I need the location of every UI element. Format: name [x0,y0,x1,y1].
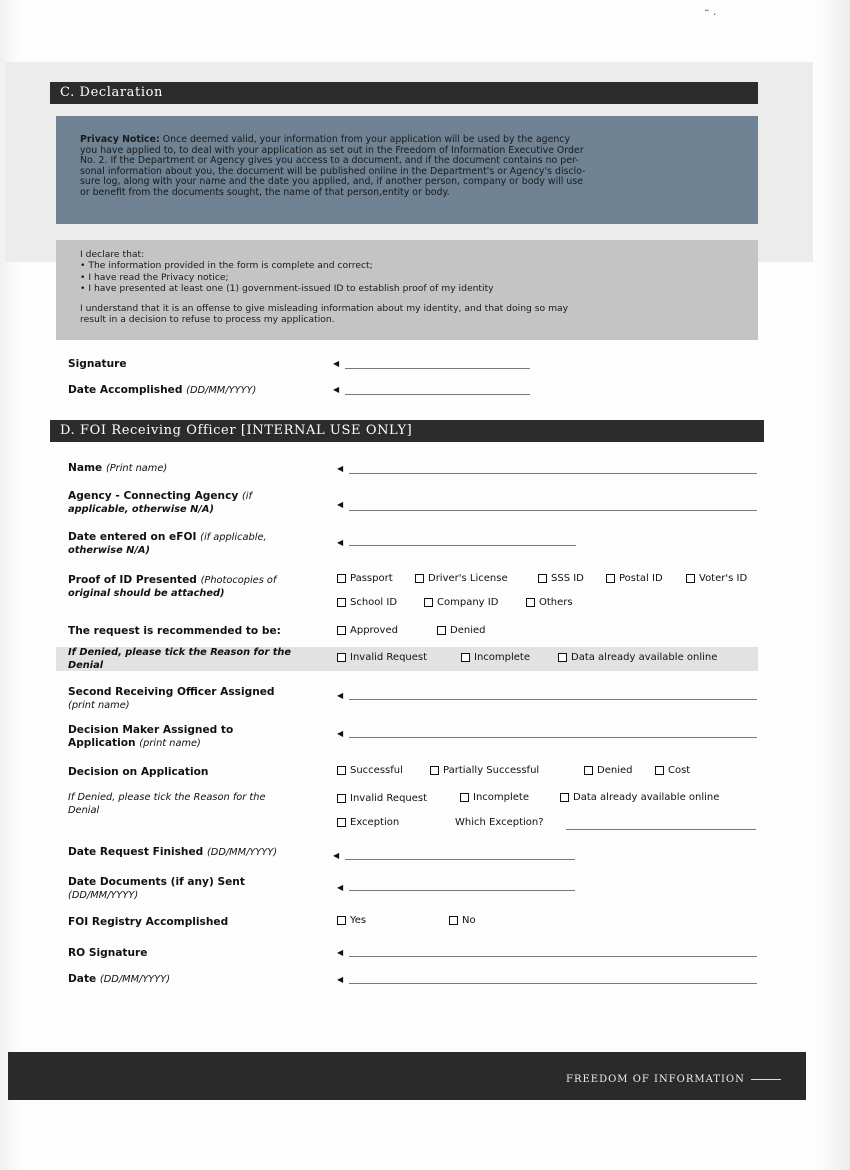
checkbox[interactable] [655,766,664,775]
checkbox[interactable] [526,598,535,607]
date-accomplished-label: Date Accomplished (DD/MM/YYYY) [68,384,257,396]
checkbox[interactable] [424,598,433,607]
option-successful[interactable]: Successful [337,765,403,776]
final-date-field[interactable] [349,983,757,984]
checkbox[interactable] [337,653,346,662]
section-c-header: C. Declaration [50,82,758,104]
privacy-line: or benefit from the documents sought, the name of that person,entity or body. [80,186,450,198]
second-officer-field[interactable] [349,699,757,700]
date-finished-field[interactable] [345,859,575,860]
privacy-notice [56,116,758,224]
option-exception[interactable]: Exception [337,817,399,828]
option-cost[interactable]: Cost [655,765,690,776]
option-invalid-request[interactable]: Invalid Request [337,652,427,663]
option-company-id[interactable]: Company ID [424,597,498,608]
declaration-box [56,240,758,340]
proof-id-label: Proof of ID Presented (Photocopies of original should be attached) [68,574,277,599]
decision-label: Decision on Application [68,766,209,778]
declare-item: • I have presented at least one (1) government-issued ID to establish proof of my identity [80,282,494,294]
checkbox[interactable] [337,916,346,925]
option-data-available[interactable]: Data already available online [558,652,717,663]
checkbox[interactable] [430,766,439,775]
section-d-header: D. FOI Receiving Officer [INTERNAL USE ONLY] [50,420,764,442]
arrow-icon: ◀ [337,948,344,957]
declare-item: • I have read the Privacy notice; [80,271,229,283]
option-denied[interactable]: Denied [437,625,485,636]
arrow-icon: ◀ [333,851,340,860]
privacy-line: No. 2. If the Department or Agency gives you access to a document, and if the document contains no per- [80,155,579,167]
option-partially-successful[interactable]: Partially Successful [430,765,539,776]
privacy-line: you have applied to, to deal with your application as set out in the Freedom of Information Executive Order [80,144,584,156]
docs-sent-label: Date Documents (if any) Sent (DD/MM/YYYY) [68,876,245,901]
privacy-heading: Privacy Notice: [80,134,160,145]
understand-line: I understand that it is an offense to give misleading information about my identity, and that doing so may [80,303,569,315]
option-no[interactable]: No [449,915,476,926]
arrow-icon: ◀ [337,729,344,738]
decision-maker-field[interactable] [349,737,757,738]
option-incomplete[interactable]: Incomplete [461,652,530,663]
efoi-label: Date entered on eFOI (if applicable, otherwise N/A) [68,531,267,556]
signature-field[interactable] [345,368,530,369]
arrow-icon: ◀ [337,538,344,547]
option-school-id[interactable]: School ID [337,597,397,608]
checkbox[interactable] [560,793,569,802]
checkbox[interactable] [606,574,615,583]
option-approved[interactable]: Approved [337,625,398,636]
checkbox[interactable] [337,598,346,607]
option-invalid-request-2[interactable]: Invalid Request [337,793,427,804]
privacy-line: sure log, along with your name and the date you applied, and, if another person, company or body will use [80,176,583,188]
option-decision-denied[interactable]: Denied [584,765,632,776]
docs-sent-field[interactable] [349,890,575,891]
option-data-available-2[interactable]: Data already available online [560,792,719,803]
agency-field[interactable] [349,510,757,511]
which-exception-field[interactable] [566,829,756,830]
declare-item: • The information provided in the form is complete and correct; [80,260,373,272]
arrow-icon: ◀ [337,500,344,509]
option-yes[interactable]: Yes [337,915,366,926]
checkbox[interactable] [461,653,470,662]
signature-label: Signature [68,358,127,370]
option-incomplete-2[interactable]: Incomplete [460,792,529,803]
denied-reason-label: If Denied, please tick the Reason for the Denial [68,647,292,671]
ro-signature-label: RO Signature [68,947,148,959]
option-sss-id[interactable]: SSS ID [538,573,584,584]
name-label: Name (Print name) [68,462,168,474]
second-officer-label: Second Receiving Officer Assigned (print name) [68,686,275,711]
name-field[interactable] [349,473,757,474]
date-finished-label: Date Request Finished (DD/MM/YYYY) [68,846,278,858]
recommend-label: The request is recommended to be: [68,625,281,637]
arrow-icon: ◀ [333,385,340,394]
decision-maker-label: Decision Maker Assigned to Application (print name) [68,724,234,749]
checkbox[interactable] [460,793,469,802]
arrow-icon: ◀ [337,883,344,892]
option-drivers-license[interactable]: Driver's License [415,573,508,584]
checkbox[interactable] [558,653,567,662]
efoi-field[interactable] [349,545,576,546]
agency-label: Agency - Connecting Agency (if applicable, otherwise N/A) [68,490,252,515]
footer-title: FREEDOM OF INFORMATION [560,1074,781,1085]
final-date-label: Date (DD/MM/YYYY) [68,973,171,985]
checkbox[interactable] [337,794,346,803]
privacy-line: Once deemed valid, your information from your application will be used by the agency [159,134,571,145]
option-passport[interactable]: Passport [337,573,393,584]
option-voters-id[interactable]: Voter's ID [686,573,747,584]
registry-label: FOI Registry Accomplished [68,916,229,928]
which-exception-label: Which Exception? [455,817,544,828]
checkbox[interactable] [449,916,458,925]
checkbox[interactable] [337,574,346,583]
understand-line: result in a decision to refuse to process my application. [80,314,335,326]
checkbox[interactable] [337,818,346,827]
ro-signature-field[interactable] [349,956,757,957]
checkbox[interactable] [337,626,346,635]
checkbox[interactable] [584,766,593,775]
date-accomplished-field[interactable] [345,394,530,395]
option-others[interactable]: Others [526,597,573,608]
corner-mark: ˜ · [704,8,717,21]
checkbox[interactable] [437,626,446,635]
denied2-reason-label: If Denied, please tick the Reason for the Denial [68,792,266,816]
checkbox[interactable] [538,574,547,583]
arrow-icon: ◀ [337,691,344,700]
privacy-line: sonal information about you, the document will be published online in the Department's or Agency's disclo- [80,165,586,177]
declare-intro: I declare that: [80,249,145,260]
arrow-icon: ◀ [337,464,344,473]
arrow-icon: ◀ [333,359,340,368]
checkbox[interactable] [686,574,695,583]
checkbox[interactable] [415,574,424,583]
option-postal-id[interactable]: Postal ID [606,573,663,584]
arrow-icon: ◀ [337,975,344,984]
checkbox[interactable] [337,766,346,775]
